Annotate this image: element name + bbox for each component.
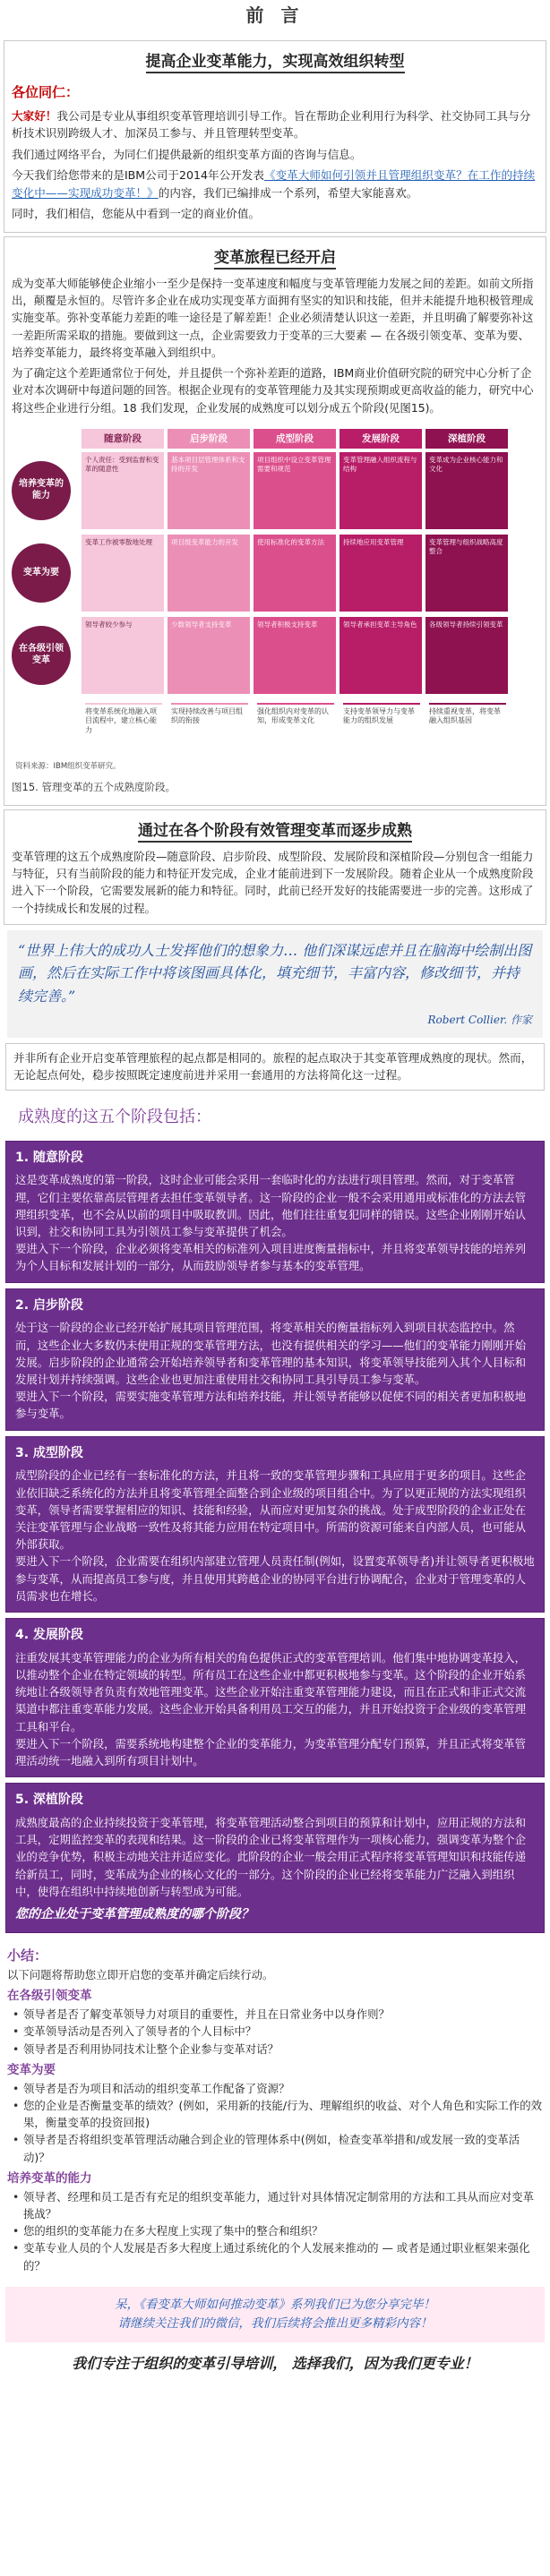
summary-section [2, 1938, 548, 2281]
stage-card [5, 1618, 545, 1777]
figure-stage-head: 随意阶段 [82, 429, 164, 449]
figure-caption: 图15. 管理变革的五个成熟度阶段。 [12, 780, 176, 793]
figure-cell: 领导者积极支持变革 [254, 617, 336, 694]
series-end-line-2: 请继续关注我们的微信，我们后续将会推出更多精彩内容！ [117, 2315, 433, 2331]
figure-cell: 变革管理融入组织流程与结构 [339, 452, 422, 529]
journey-title-text: 变革旅程已经开启 [214, 249, 336, 270]
figure-stage-head: 启步阶段 [168, 429, 250, 449]
figure-transition-note: 实现持续改善与项目组织的衔接 [171, 703, 248, 726]
journey-paragraph-1: 成为变革大师能够使企业缩小一至少是保持一变革速度和幅度与变革管理能力发展之间的差距。如前文所指出，颠覆是永恒的。尽管许多企业在成功实现变革方面拥有坚实的知识和技能，但并未能提升地积极管理成实施变革。弥补变革能力差距的唯一途径是了解差距！企业必须清楚认识这一差距，并且明确了解要弥补这一差距所需采取的措施。要做到这一点，企业需要致力于变革的三大要素 — 在各级引领变革、变革为要、培养变革能力，最终将变革融入到组织中。 [12, 277, 534, 359]
stage-body: 成熟度最高的企业持续投资于变革管理，将变革管理活动整合到项目的预算和计划中，应用正规的方法和工具，定期监控变革的表现和结果。这一阶段的企业已将变革管理作为一项核心能力，强调变革为整个企业的竞争优势，积极主动地关注并适应变化。此阶段的企业一般会用正式程序将变革管理知识和技能传递给新员工，同时，变革成为企业的核心文化的一部分。这个阶段的企业已经将变革能力广泛融入到组织中，使得在组织中持续地创新与转型成为可能。 [15, 1816, 526, 1898]
figure-cell: 变革工作被零散地处理 [82, 535, 164, 612]
cross-stage-title-text: 通过在各个阶段有效管理变革而逐步成熟 [138, 822, 412, 843]
stage-card [5, 1436, 545, 1613]
figure-cell: 各级领导者持续引领变革 [425, 617, 508, 694]
preface-title: 前 言 [245, 4, 305, 26]
summary-question-list [7, 2080, 543, 2166]
cross-stage-panel [4, 809, 546, 925]
maturity-figure [12, 424, 538, 773]
summary-groups [7, 1983, 543, 2274]
stage-next-step: 要进入下一个阶段，需要实施变革管理方法和培养技能，并让领导者能够以促使不同的相关者更加积极地参与变革。 [15, 1390, 526, 1421]
summary-group-heading: 在各级引领变革 [7, 1989, 92, 2004]
figure-cell: 少数领导者支持变革 [168, 617, 250, 694]
stage-heading: 5. 深植阶段 [15, 1793, 83, 1808]
stage-next-step: 要进入下一个阶段，企业必须将变革相关的标准列入项目进度衡量指标中，并且将变革领导技能的培养列为个人目标和发展计划的一部分，从而鼓励领导者参与基本的变革管理。 [15, 1242, 526, 1273]
quote-text: “世界上伟大的成功人士发挥他们的想象力… 他们深谋远虑并且在脑海中绘制出图画，然后在实际工作中将该图画具体化，填充细节，丰富内容，修改细节，并持续完善。” [18, 941, 532, 1005]
stage-body: 这是变革成熟度的第一阶段，这时企业可能会采用一套临时化的方法进行项目管理。然而，对于变革管理，它们主要依靠高层管理者去担任变革领导者。这一阶段的企业一般不会采用通用或标准化的方法去管理组织变革，也不会从以前的项目中吸取教训。因此，他们往往重复犯同样的错误。这些企业刚刚开始认识到，社交和协同工具为引领员工参与变革提供了机会。 [15, 1173, 526, 1239]
summary-group-heading: 培养变革的能力 [7, 2170, 92, 2186]
figure-cell: 个人责任：受到监督和变革的随意性 [82, 452, 164, 529]
stage-card [5, 1783, 545, 1932]
quote-author: Robert Collier. 作家 [427, 1013, 532, 1026]
figure-cell: 变革成为企业核心能力和文化 [425, 452, 508, 529]
greeting: 各位同仁： [12, 84, 80, 101]
quote-block [7, 930, 543, 1038]
stage-card [5, 1141, 545, 1283]
figure-stage-head: 深植阶段 [425, 429, 508, 449]
figure-transition-note: 持续重视变革，将变革融入组织基因 [429, 703, 506, 726]
stages-title: 成熟度的这五个阶段包括： [18, 1107, 211, 1126]
stage-card [5, 1288, 545, 1431]
summary-lead: 以下问题将帮助您立即开启您的变革并确定后续行动。 [7, 1968, 274, 1982]
intro-headline-text: 提高企业变革能力，实现高效组织转型 [146, 53, 405, 73]
figure-row-label: 培养变革的能力 [12, 461, 71, 520]
intro-paragraph-1 [4, 106, 546, 144]
cross-stage-paragraph: 变革管理的这五个成熟度阶段—随意阶段、启步阶段、成型阶段、发展阶段和深植阶段—分别包含一组能力与特征，只有当前阶段的能力和特征开发完成，企业才能前进到下一发展阶段。随着企业从一个成熟度阶段进入下一个阶段，它需要发展新的能力和特征。同时，此前已经开发好的技能需要进一步的完善。这形成了一个持续成长和发展的过程。 [12, 849, 534, 915]
journey-panel [4, 236, 546, 806]
figure-transition-note: 支持变革领导力与变革能力的组织发展 [343, 703, 420, 726]
summary-question-list [7, 2006, 543, 2058]
figure-source: 资料来源：IBM组织变革研究。 [15, 761, 121, 771]
journey-title [4, 237, 546, 273]
starting-point-note: 并非所有企业开启变革管理旅程的起点都是相同的。旅程的起点取决于其变革管理成熟度的现状。然而，无论起点何处，稳步按照既定速度前进并采用一套通用的方法将简化这一过程。 [5, 1043, 545, 1091]
figure-cell: 使用标准化的变革方法 [254, 535, 336, 612]
stages-list [2, 1141, 548, 1933]
summary-question: • 您的组织的变革能力在多大程度上实现了集中的整合和组织？ [11, 2222, 543, 2239]
summary-question: • 您的企业是否衡量变革的绩效？(例如，采用新的技能/行为、理解组织的收益、对个人角色和实际工作的效果，衡量变革的投资回报) [11, 2097, 543, 2131]
summary-question: • 领导者是否为项目和活动的组织变革工作配备了资源？ [11, 2080, 543, 2097]
article-link[interactable]: 《变革大师如何引领并且管理组织变革？在工作的持续变化中——实现成功变革！》 [12, 168, 536, 200]
summary-question: • 领导者是否将组织变革管理活动融合到企业的管理体系中(例如，检查变革举措和/或发展一致的变革活动)？ [11, 2131, 543, 2165]
stage-heading: 2. 启步阶段 [15, 1297, 83, 1313]
stage-next-step: 要进入下一个阶段，需要系统地构建整个企业的变革能力，为变革管理分配专门预算，并且正式将变革管理活动统一地融入到所有项目计划中。 [15, 1736, 526, 1768]
series-end-line-1: 呆，《看变革大师如何推动变革》系列我们已为您分享完毕！ [115, 2297, 435, 2312]
stage-body: 注重发展其变革管理能力的企业为所有相关的角色提供正式的变革管理培训。他们集中地协调变革投入，以推动整个企业在特定领域的转型。所有员工在这些企业中都更积极地参与变革。这个阶段的企业开始系统地让各级领导者负责有效地管理变革。这些企业开始注重变革管理能力建设，而且在正式和非正式交流渠道中都注重变革能力发展。这些企业开始具备利用员工交互的能力，并且开始投资于企业级的变革管理工具和平台。 [15, 1650, 526, 1733]
company-slogan: 我们专注于组织的变革引导培训， 选择我们，因为我们更专业！ [72, 2354, 478, 2372]
figure-cell: 领导者较少参与 [82, 617, 164, 694]
summary-question: • 变革领导活动是否列入了领导者的个人目标中？ [11, 2023, 543, 2040]
stage-heading: 3. 成型阶段 [15, 1445, 83, 1460]
summary-title: 小结： [7, 1947, 48, 1964]
intro-headline [4, 41, 546, 77]
intro-paragraph-2: 我们通过网络平台，为同仁们提供最新的组织变革方面的咨询与信息。 [12, 147, 362, 161]
figure-transition-note: 强化组织内对变革的认知，形成变革文化 [257, 703, 334, 726]
intro-p1-text: 我公司是专业从事组织变革管理培训引导工作。旨在帮助企业利用行为科学、社交协同工具与分析技术识别跨级人才、加深员工参与、并且管理转型变革。 [12, 108, 531, 141]
figure-stage-head: 发展阶段 [339, 429, 422, 449]
intro-p3-after: 的内容，我们已编排成一个系列，希望大家能喜欢。 [158, 185, 418, 200]
stage-next-step: 要进入下一个阶段，企业需要在组织内部建立管理人员责任制(例如，设置变革领导者)并让领导者更积极地参与变革，从而提高员工参与度，并且使用其跨越企业的协同平台进行协调配合，企业对于管理变革的人员需求也在增长。 [15, 1554, 535, 1603]
figure-cell: 变革管理与组织战略高度整合 [425, 535, 508, 612]
figure-row-label: 变革为要 [12, 543, 71, 603]
stage-body: 处于这一阶段的企业已经开始扩展其项目管理范围，将变革相关的衡量指标列入到项目状态监控中。然而，这些企业大多数仍未使用正规的变革管理方法，也没有提供相关的学习——他们的变革能力刚刚开始发展。启步阶段的企业通常会开始培养领导者和变革管理的基本知识，将变革领导技能列入其个人目标和发展计划并持续强调。这些企业也更加注重使用社交和协同工具引导员工参与变革。 [15, 1321, 526, 1387]
summary-question: • 领导者是否利用协同技术让整个企业参与变革对话？ [11, 2041, 543, 2058]
figure-row-label: 在各级引领变革 [12, 626, 71, 685]
summary-question-list [7, 2188, 543, 2274]
intro-lead: 大家好！ [12, 108, 57, 123]
figure-cell: 持续地应用变革管理 [339, 535, 422, 612]
stage-heading: 1. 随意阶段 [15, 1150, 83, 1165]
figure-cell: 项目组织中设立变革管理需要和规范 [254, 452, 336, 529]
summary-question: • 变革专业人员的个人发展是否多大程度上通过系统化的个人发展来推动的 — 或者是通过职业框架来强化的？ [11, 2239, 543, 2273]
summary-group-heading: 变革为要 [7, 2062, 56, 2077]
intro-p3-before: 今天我们给您带来的是IBM公司于2014年公开发表 [12, 168, 264, 183]
intro-paragraph-3 [4, 165, 546, 203]
intro-panel [4, 40, 546, 233]
intro-paragraph-4: 同时，我们相信，您能从中看到一定的商业价值。 [12, 207, 261, 221]
stage-heading: 4. 发展阶段 [15, 1628, 83, 1643]
stage-body: 成型阶段的企业已经有一套标准化的方法，并且将一致的变革管理步骤和工具应用于更多的项目。这些企业依旧缺乏系统化的方法并且将变革管理全面整合到企业级的项目组合中。为了以更正规的方法实现组织变革，领导者需要掌握相应的知识、技能和经验，从而应对更加复杂的挑战。处于成型阶段的企业正处在关注变革管理与企业战略一致性及将其能力应用在特定项目中。所需的资源可能来自内部人员，也可能从外部获取。 [15, 1468, 526, 1552]
stage-question: 您的企业处于变革管理成熟度的哪个阶段？ [15, 1907, 254, 1922]
figure-stage-head: 成型阶段 [254, 429, 336, 449]
series-end-note [5, 2287, 545, 2342]
figure-cell: 领导者承担变革主导角色 [339, 617, 422, 694]
figure-cell: 基本项目层管理体系和支持的开发 [168, 452, 250, 529]
summary-question: • 领导者是否了解变革领导力对项目的重要性，并且在日常业务中以身作则？ [11, 2006, 543, 2023]
summary-question: • 领导者、经理和员工是否有充足的组织变革能力，通过针对具体情况定制常用的方法和工具从而应对变革挑战？ [11, 2188, 543, 2222]
cross-stage-title [4, 810, 546, 846]
journey-paragraph-2: 为了确定这个差距通常位于何处，并且提供一个弥补差距的道路，IBM商业价值研究院的研究中心分析了企业对本次调研中每道问题的回答。根据企业现有的变革管理能力及其实现预期或更高收益的能力，研究中心将这些企业进行分组。18 我们发现，企业发展的成熟度可以划分成五个阶段(见图15)。 [12, 366, 534, 415]
figure-transition-note: 将变革系统化地融入项目流程中，建立核心能力 [85, 703, 162, 735]
figure-cell: 项目级变革能力的开发 [168, 535, 250, 612]
